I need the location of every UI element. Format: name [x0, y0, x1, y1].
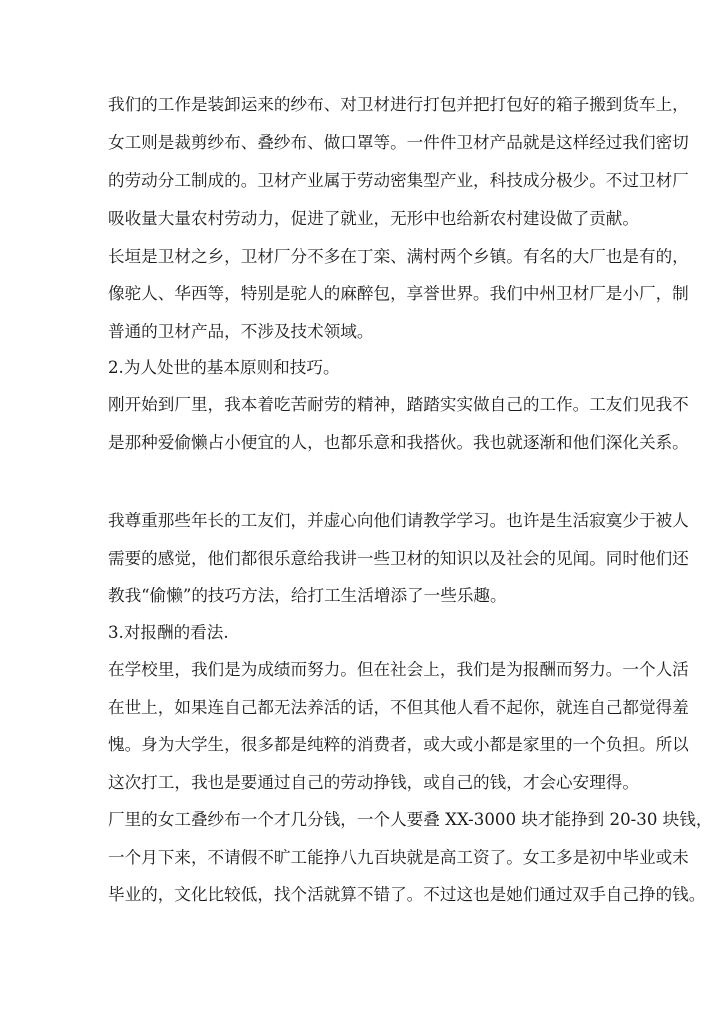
text-line: 3.对报酬的看法. [108, 623, 229, 642]
text-line: 普通的卫材产品，不涉及技术领域。 [108, 322, 374, 341]
text-line: 厂里的女工叠纱布一个才几分钱，一个人要叠 XX-3000 块才能挣到 20-30 块钱， [108, 810, 713, 829]
text-line: 的劳动分工制成的。卫材产业属于劳动密集型产业，科技成分极少。不过卫材厂 [108, 171, 689, 190]
text-line: 毕业的，文化比较低，找个活就算不错了。不过这也是她们通过双手自己挣的钱。 [108, 885, 706, 904]
text-line: 刚开始到厂里，我本着吃苦耐劳的精神，踏踏实实做自己的工作。工友们见我不 [108, 395, 689, 414]
text-line: 是那种爱偷懒占小便宜的人，也都乐意和我搭伙。我也就逐渐和他们深化关系。 [108, 433, 689, 452]
text-line: 在世上，如果连自己都无法养活的话，不但其他人看不起你，就连自己都觉得羞 [108, 698, 689, 717]
text-line: 这次打工，我也是要通过自己的劳动挣钱，或自己的钱，才会心安理得。 [108, 773, 639, 792]
text-line: 吸收量大量农村劳动力，促进了就业，无形中也给新农村建设做了贡献。 [108, 209, 639, 228]
text-line: 一个月下来，不请假不旷工能挣八九百块就是高工资了。女工多是初中毕业或未 [108, 848, 689, 867]
text-line: 在学校里，我们是为成绩而努力。但在社会上，我们是为报酬而努力。一个人活 [108, 660, 689, 679]
text-line: 教我“偷懒”的技巧方法，给打工生活增添了一些乐趣。 [108, 586, 507, 605]
text-line: 长垣是卫材之乡，卫材厂分不多在丁栾、满村两个乡镇。有名的大厂也是有的， [108, 247, 689, 266]
text-line: 愧。身为大学生，很多都是纯粹的消费者，或大或小都是家里的一个负担。所以 [108, 735, 689, 754]
text-line: 女工则是裁剪纱布、叠纱布、做口罩等。一件件卫材产品就是这样经过我们密切 [108, 133, 689, 152]
text-line: 2.为人处世的基本原则和技巧。 [108, 358, 340, 377]
text-line: 像驼人、华西等，特别是驼人的麻醉包，享誉世界。我们中州卫材厂是小厂，制 [108, 284, 689, 303]
text-line: 我尊重那些年长的工友们，并虚心向他们请教学学习。也许是生活寂寞少于被人 [108, 511, 689, 530]
text-line: 我们的工作是装卸运来的纱布、对卫材进行打包并把打包好的箱子搬到货车上， [108, 95, 689, 114]
text-line: 需要的感觉，他们都很乐意给我讲一些卫材的知识以及社会的见闻。同时他们还 [108, 549, 689, 568]
